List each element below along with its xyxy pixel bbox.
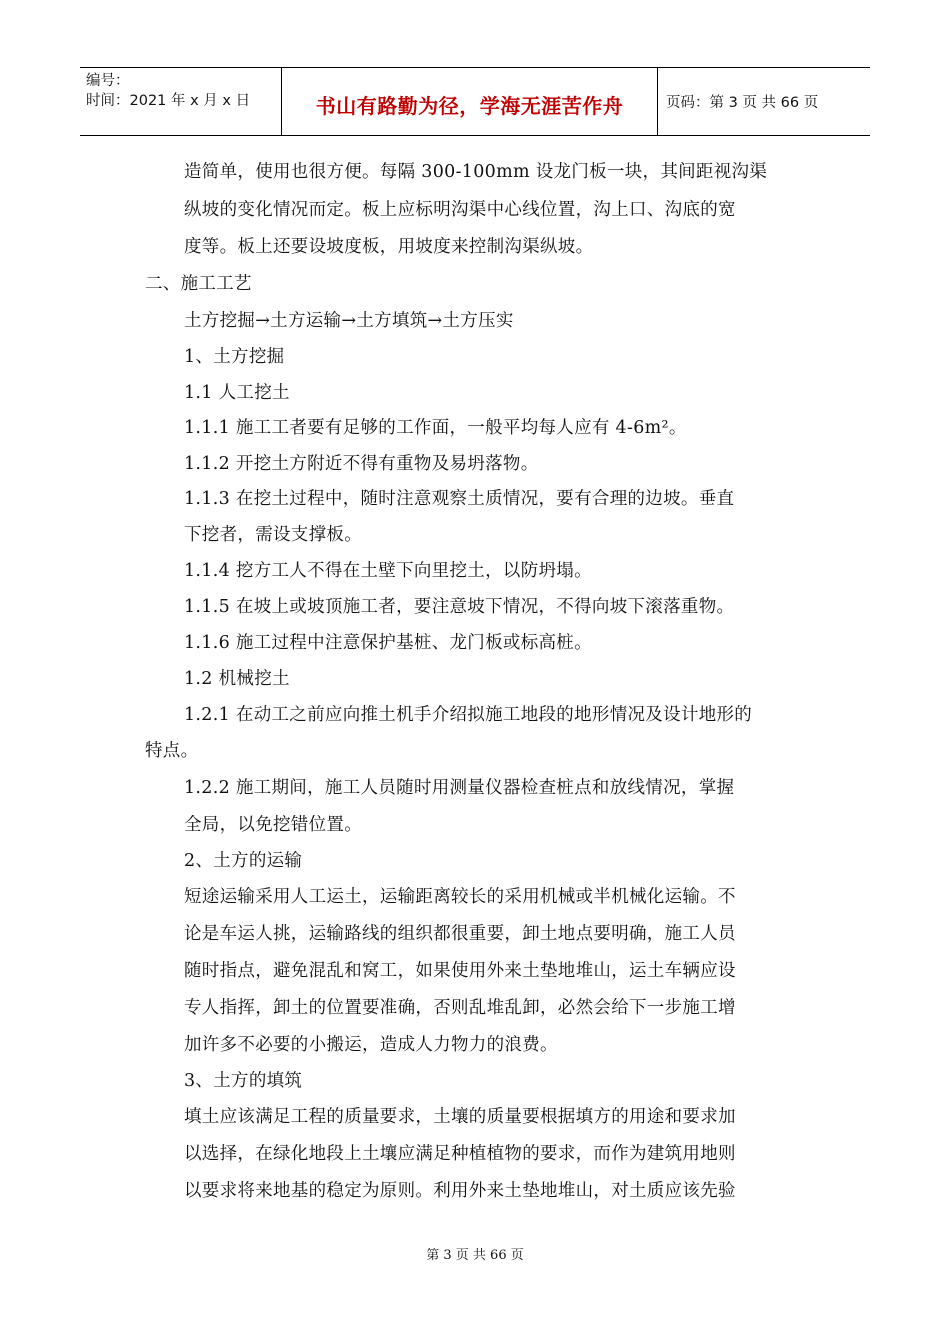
body-line: 下挖者，需设支撑板。 [184,525,362,545]
body-line: 1.1.6 施工过程中注意保护基桩、龙门板或标高桩。 [184,633,592,653]
document-date-label: 时间：2021 年 x 月 x 日 [86,93,251,109]
body-line: 1.1.1 施工工者要有足够的工作面，一般平均每人应有 4-6m²。 [184,418,687,438]
body-line: 以选择，在绿化地段上土壤应满足种植植物的要求，而作为建筑用地则 [184,1144,736,1164]
body-line: 度等。板上还要设坡度板，用坡度来控制沟渠纵坡。 [184,237,594,257]
body-line: 全局，以免挖错位置。 [184,815,362,835]
subsection-heading: 1.2 机械挖土 [184,669,290,689]
body-line: 1.1.4 挖方工人不得在土壁下向里挖土，以防坍塌。 [184,561,592,581]
body-line: 1.1.5 在坡上或坡顶施工者，要注意坡下情况，不得向坡下滚落重物。 [184,597,735,617]
body-line: 论是车运人挑，运输路线的组织都很重要，卸土地点要明确，施工人员 [184,924,736,944]
body-line: 短途运输采用人工运土，运输距离较长的采用机械或半机械化运输。不 [184,887,736,907]
body-line: 1.2.2 施工期间，施工人员随时用测量仪器检查桩点和放线情况，掌握 [184,778,735,798]
section-heading: 二、施工工艺 [145,274,252,294]
body-line: 加许多不必要的小搬运，造成人力物力的浪费。 [184,1035,558,1055]
body-line: 专人指挥，卸土的位置要准确，否则乱堆乱卸，必然会给下一步施工增 [184,998,736,1018]
document-number-label: 编号： [86,73,130,89]
subsection-heading: 2、土方的运输 [184,851,303,871]
subsection-heading: 3、土方的填筑 [184,1071,303,1091]
body-line: 以要求将来地基的稳定为原则。利用外来土垫地堆山，对土质应该先验 [184,1181,736,1201]
body-line: 1.1.2 开挖土方附近不得有重物及易坍落物。 [184,454,539,474]
body-line: 随时指点，避免混乱和窝工，如果使用外来土垫地堆山，运土车辆应设 [184,961,736,981]
body-line: 1.2.1 在动工之前应向推土机手介绍拟施工地段的地形情况及设计地形的 [184,705,753,725]
subsection-heading: 1.1 人工挖土 [184,383,290,403]
header-motto: 书山有路勤为径，学海无涯苦作舟 [315,94,624,118]
body-line: 纵坡的变化情况而定。板上应标明沟渠中心线位置，沟上口、沟底的宽 [184,200,736,220]
subsection-heading: 1、土方挖掘 [184,347,285,367]
body-line: 造简单，使用也很方便。每隔 300-100mm 设龙门板一块，其间距视沟渠 [184,162,768,182]
body-line: 填土应该满足工程的质量要求，土壤的质量要根据填方的用途和要求加 [184,1107,736,1127]
document-header [80,67,870,136]
body-line: 特点。 [145,741,199,761]
page-footer [0,1244,950,1263]
header-meta-cell [80,68,282,135]
header-page-cell [658,68,870,135]
header-motto-cell [282,68,658,135]
body-line: 1.1.3 在挖土过程中，随时注意观察土质情况，要有合理的边坡。垂直 [184,489,735,509]
header-page-number: 页码：第 3 页 共 66 页 [666,95,819,111]
body-line: 土方挖掘→土方运输→土方填筑→土方压实 [184,311,514,331]
footer-page-number: 第 3 页 共 66 页 [426,1248,524,1263]
